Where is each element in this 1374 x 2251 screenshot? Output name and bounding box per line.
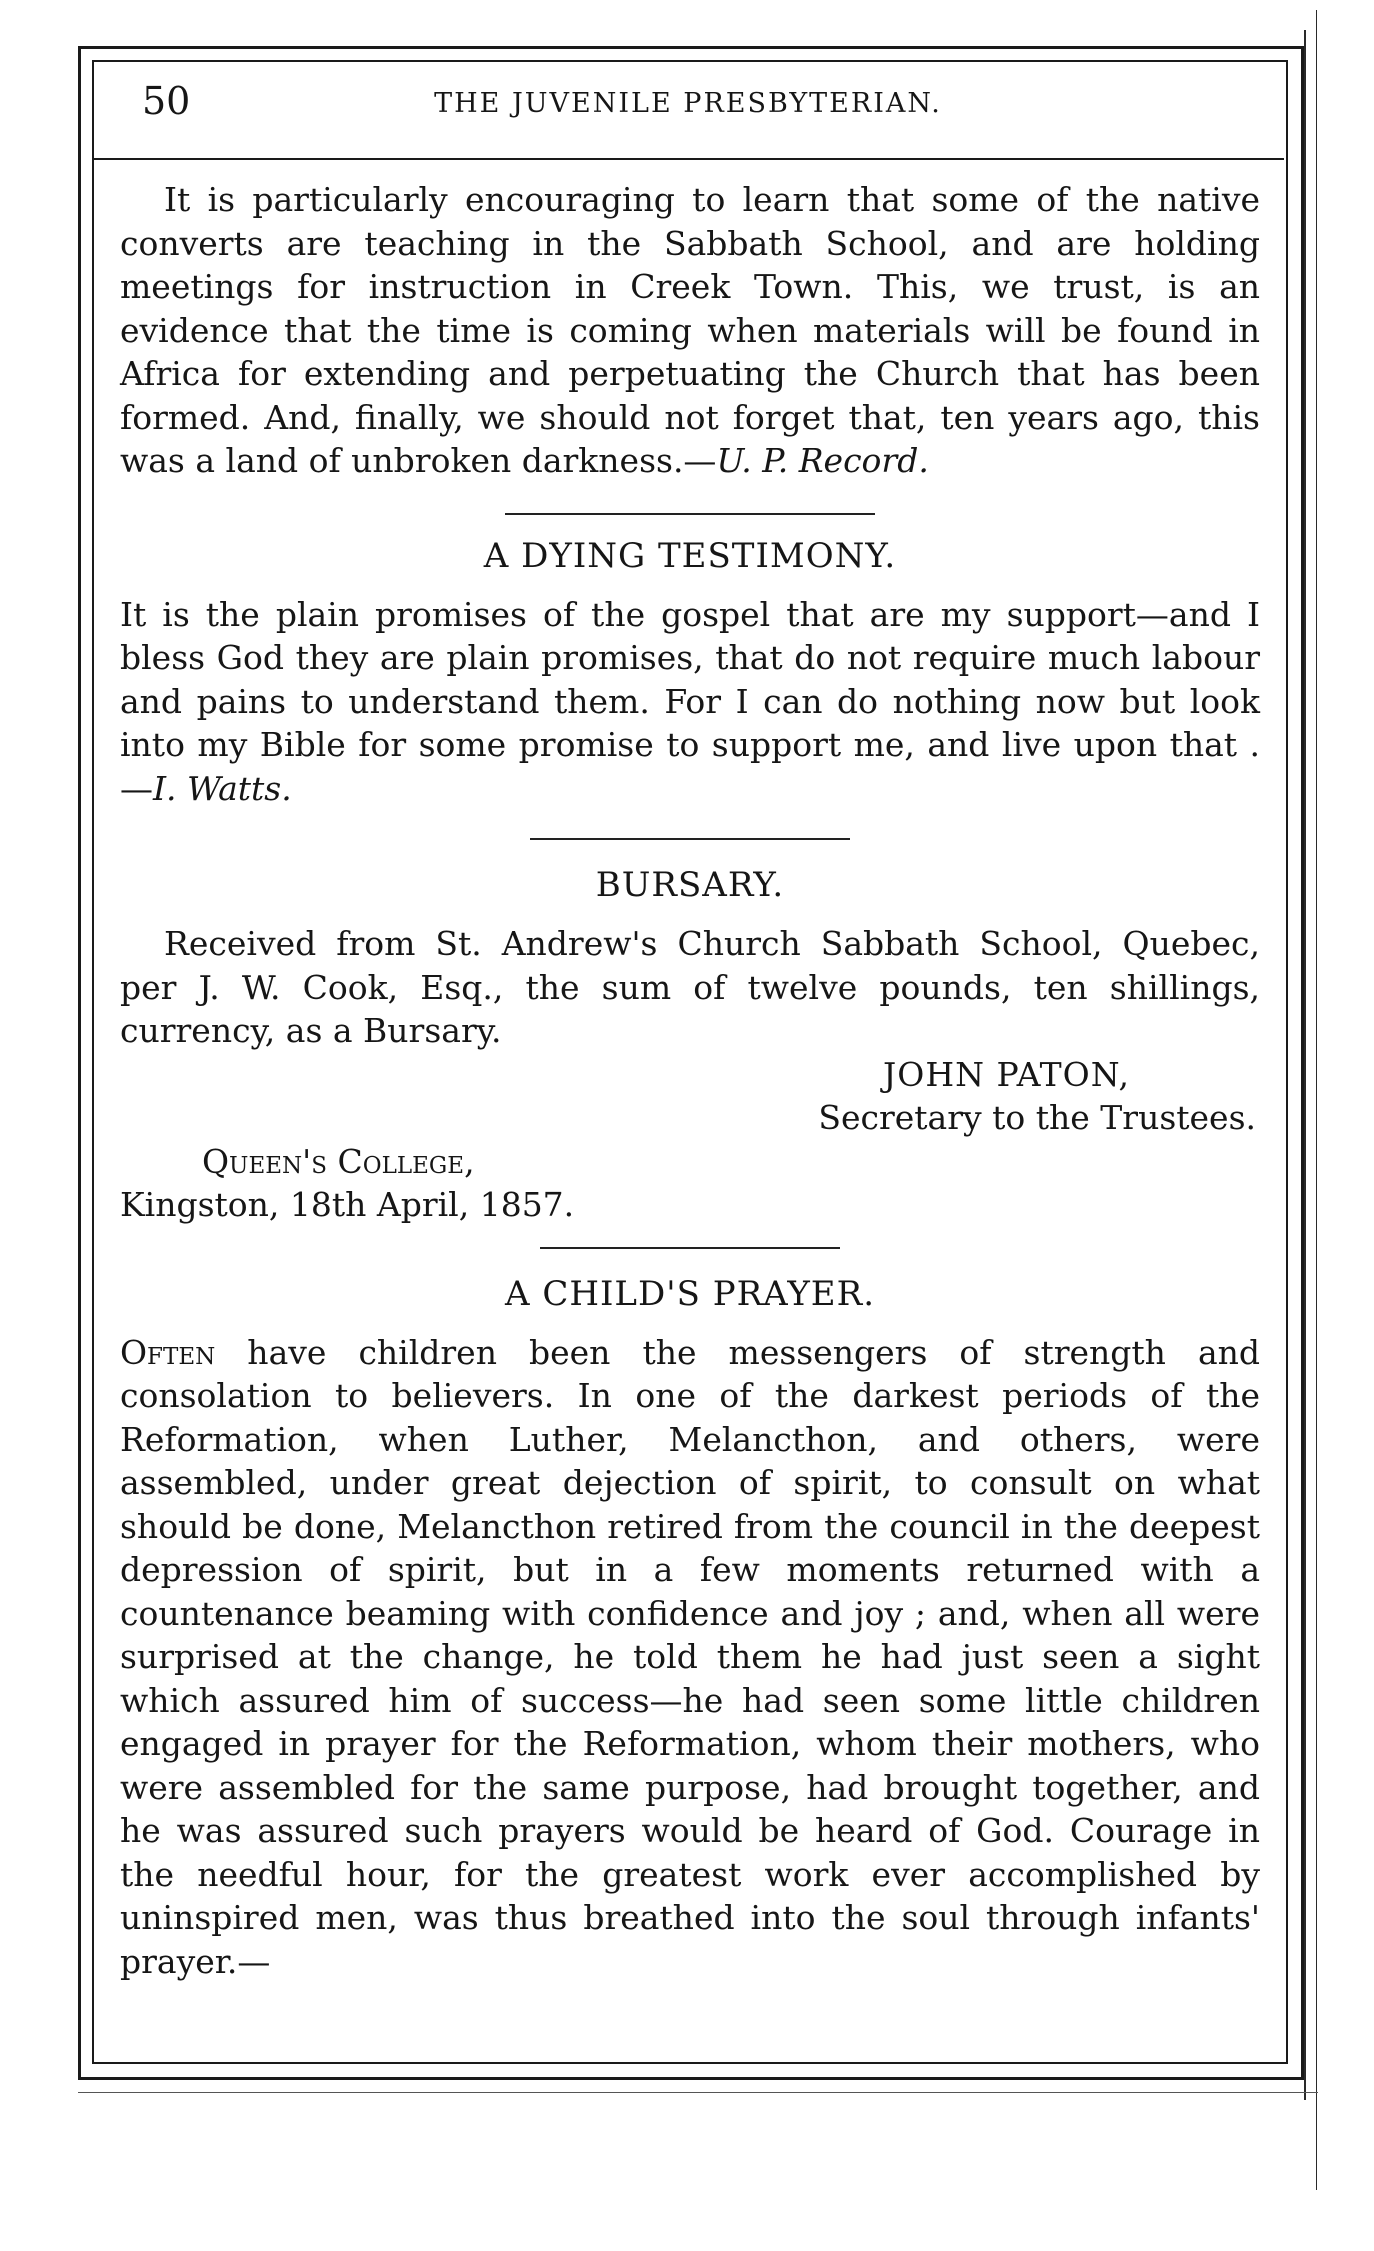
intro-text: It is particularly encouraging to learn that some of the native converts are teaching in the Sabbath School, and are holding meetings for instruction in Creek Town. This, we trust, is an evidence that the time is coming when materials will be found in Africa for extending and perpetuating the Church that has been formed. And, finally, we should not forget that, ten years ago, this was a land of unbroken darkness.— (120, 180, 1260, 480)
dying-testimony-paragraph (120, 593, 1260, 811)
page-number: 50 (142, 79, 191, 123)
childs-prayer-paragraph (120, 1331, 1260, 1984)
dying-testimony-text: It is the plain promises of the gospel that are my support—and I bless God they are plain promises, that do not require much labour and pains to understand them. For I can do nothing now but look into my Bible for some promise to support me, and live upon that .— (120, 594, 1260, 808)
running-title: THE JUVENILE PRESBYTERIAN. (434, 88, 942, 119)
page-body (120, 178, 1260, 1983)
heading-dying-testimony: A DYING TESTIMONY. (483, 535, 897, 576)
intro-paragraph (120, 178, 1260, 483)
page-header (92, 70, 1284, 150)
heading-childs-prayer: A CHILD'S PRAYER. (504, 1273, 876, 1314)
bottom-rule (78, 2092, 1318, 2093)
header-rule (92, 158, 1284, 160)
heading-bursary: BURSARY. (595, 865, 785, 905)
dying-testimony-source: I. Watts. (153, 768, 292, 808)
margin-rule (1304, 30, 1306, 2100)
signatory-name: JOHN PATON, (883, 1054, 1130, 1094)
bursary-paragraph: Received from St. Andrew's Church Sabbath School, Quebec, per J. W. Cook, Esq., the sum of twelve pounds, ten shillings, currency, as a Bursary. (120, 924, 1260, 1050)
margin-rule (1316, 10, 1317, 2190)
intro-source: U. P. Record. (716, 441, 929, 480)
childs-prayer-text: have children been the messengers of strength and consolation to believers. In one of the darkest periods of the Reformation, when Luther, Melancthon, and others, were assembled, under great dejection of spirit, to consult on what should be done, Melancthon retired from the council in the deepest depression of spirit, but in a few moments returned with a countenance beaming with confidence and joy ; and, when all were surprised at the change, he told them he had just seen a sight which assured him of success—he had seen some little children engaged in prayer for the Reformation, whom their mothers, who were assembled for the same purpose, had brought together, and he was assured such prayers would be heard of God. Courage in the needful hour, for the greatest work ever accomplished by uninspired men, was thus breathed into the soul through infants' prayer.— (120, 1332, 1260, 1981)
childs-prayer-lead: Often (120, 1332, 216, 1372)
bursary-place: Queen's College, (202, 1141, 475, 1181)
bursary-date: Kingston, 18th April, 1857. (120, 1185, 575, 1224)
signatory-title: Secretary to the Trustees. (818, 1098, 1256, 1137)
